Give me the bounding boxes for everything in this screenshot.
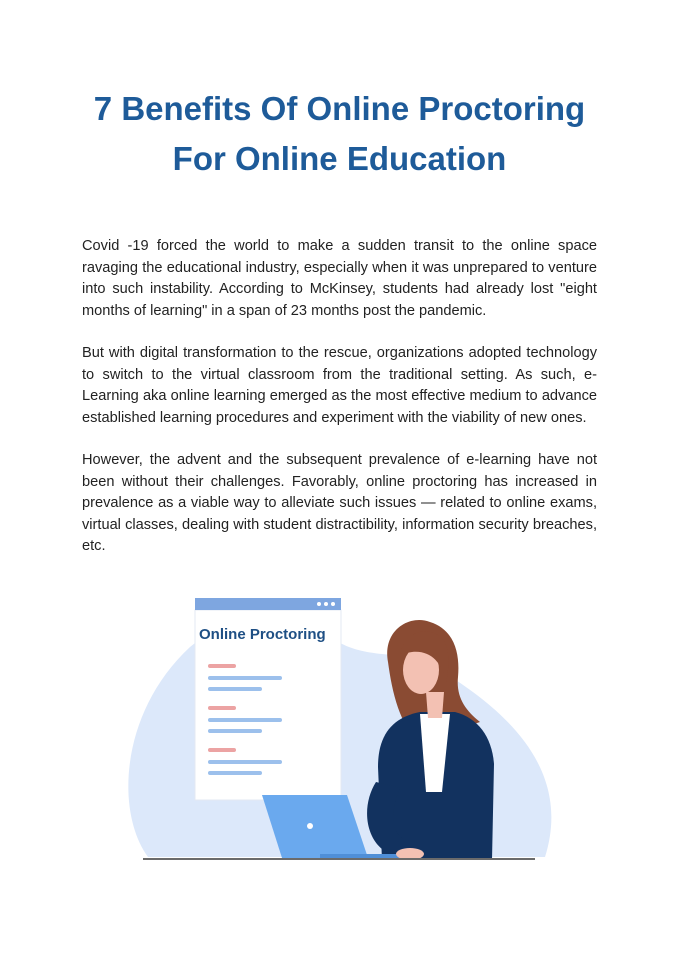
paragraph-3: However, the advent and the subsequent prevalence of e-learning have not been without their challenges. Favorably, online proctoring has increased in prevalence as a viable way to alleviate such issues — related to online exams, virtual classes, dealing with student distractibility, information security breaches, etc.	[82, 452, 597, 554]
article-body	[82, 236, 597, 579]
page-title	[40, 84, 639, 184]
proctoring-card	[195, 598, 341, 800]
paragraph-2: But with digital transformation to the rescue, organizations adopted technology to switch to the virtual classroom from the traditional setting. As such, e-Learning aka online learning emerged as the most effective medium to advance established learning procedures and experiment with the viability of new ones.	[82, 345, 597, 426]
ground-line	[143, 858, 535, 860]
paragraph-1: Covid -19 forced the world to make a sudden transit to the online space ravaging the educational industry, especially when it was unprepared to venture into such instability. According to McKinsey, students had already lost "eight months of learning" in a span of 23 months post the pandemic.	[82, 238, 597, 319]
illustration-svg	[120, 592, 560, 867]
title-line-2: For Online Education	[172, 140, 507, 177]
window-dots-icon	[317, 602, 335, 606]
online-proctoring-illustration	[120, 592, 560, 867]
card-title: Online Proctoring	[199, 626, 326, 643]
title-line-1: 7 Benefits Of Online Proctoring	[93, 90, 586, 127]
